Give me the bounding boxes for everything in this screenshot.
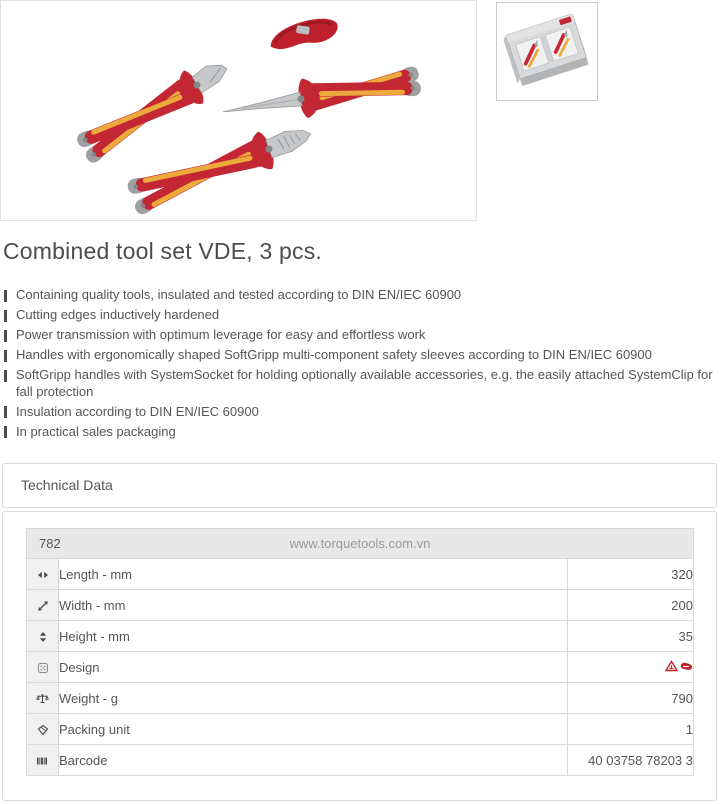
height-icon bbox=[37, 629, 49, 644]
spec-row-barcode bbox=[27, 745, 694, 776]
spec-value: 320 bbox=[568, 559, 694, 590]
technical-data-table bbox=[26, 528, 694, 776]
feature-item: Handles with ergonomically shaped SoftGripp multi-component safety sleeves according to DIN EN/IEC 60900 bbox=[3, 347, 716, 364]
design-icon bbox=[37, 660, 49, 675]
weight-icon bbox=[36, 691, 49, 706]
thumbnail-photo-packaging bbox=[497, 3, 597, 100]
spec-label: Design bbox=[59, 652, 568, 683]
spec-value: 790 bbox=[568, 683, 694, 714]
packing-unit-icon bbox=[37, 722, 49, 737]
spec-row-height bbox=[27, 621, 694, 652]
length-icon bbox=[37, 567, 49, 582]
spec-row-packing-unit bbox=[27, 714, 694, 745]
spec-label: Height - mm bbox=[59, 621, 568, 652]
watermark-text: www.torquetools.com.vn bbox=[289, 536, 431, 551]
feature-item: Cutting edges inductively hardened bbox=[3, 307, 716, 324]
feature-item: Power transmission with optimum leverage for easy and effortless work bbox=[3, 327, 716, 344]
spec-label: Width - mm bbox=[59, 590, 568, 621]
spec-label: Weight - g bbox=[59, 683, 568, 714]
design-value-icons bbox=[568, 660, 693, 675]
red-strap-graphic bbox=[267, 15, 339, 51]
barcode-icon bbox=[36, 753, 49, 768]
spec-label: Barcode bbox=[59, 745, 568, 776]
spec-row-weight bbox=[27, 683, 694, 714]
feature-item: Insulation according to DIN EN/IEC 60900 bbox=[3, 404, 716, 421]
feature-item: In practical sales packaging bbox=[3, 424, 716, 441]
spec-value: 35 bbox=[568, 621, 694, 652]
article-number: 782 bbox=[39, 536, 61, 551]
technical-data-panel-body bbox=[2, 511, 717, 801]
vde-triangle-icon bbox=[665, 660, 678, 675]
table-header-row bbox=[27, 529, 694, 559]
feature-item: SoftGripp handles with SystemSocket for holding optionally available accessories, e.g. the easily attached SystemClip for fall protection bbox=[3, 367, 716, 400]
width-icon bbox=[37, 598, 49, 613]
technical-data-panel-header bbox=[2, 463, 717, 508]
technical-data-title: Technical Data bbox=[21, 477, 113, 493]
feature-item: Containing quality tools, insulated and tested according to DIN EN/IEC 60900 bbox=[3, 287, 716, 304]
spec-label: Length - mm bbox=[59, 559, 568, 590]
spec-row-design bbox=[27, 652, 694, 683]
product-photo-pliers-set bbox=[1, 1, 476, 220]
spec-row-width bbox=[27, 590, 694, 621]
thumbnail-box[interactable] bbox=[496, 2, 598, 101]
spec-value: 200 bbox=[568, 590, 694, 621]
product-image-box[interactable] bbox=[0, 0, 477, 221]
spec-label: Packing unit bbox=[59, 714, 568, 745]
spec-value: 1 bbox=[568, 714, 694, 745]
spec-row-length bbox=[27, 559, 694, 590]
feature-list bbox=[3, 287, 716, 444]
spec-value: 40 03758 78203 3 bbox=[568, 745, 694, 776]
vde-insulated-tool-icon bbox=[679, 660, 693, 675]
page-title: Combined tool set VDE, 3 pcs. bbox=[3, 238, 323, 264]
